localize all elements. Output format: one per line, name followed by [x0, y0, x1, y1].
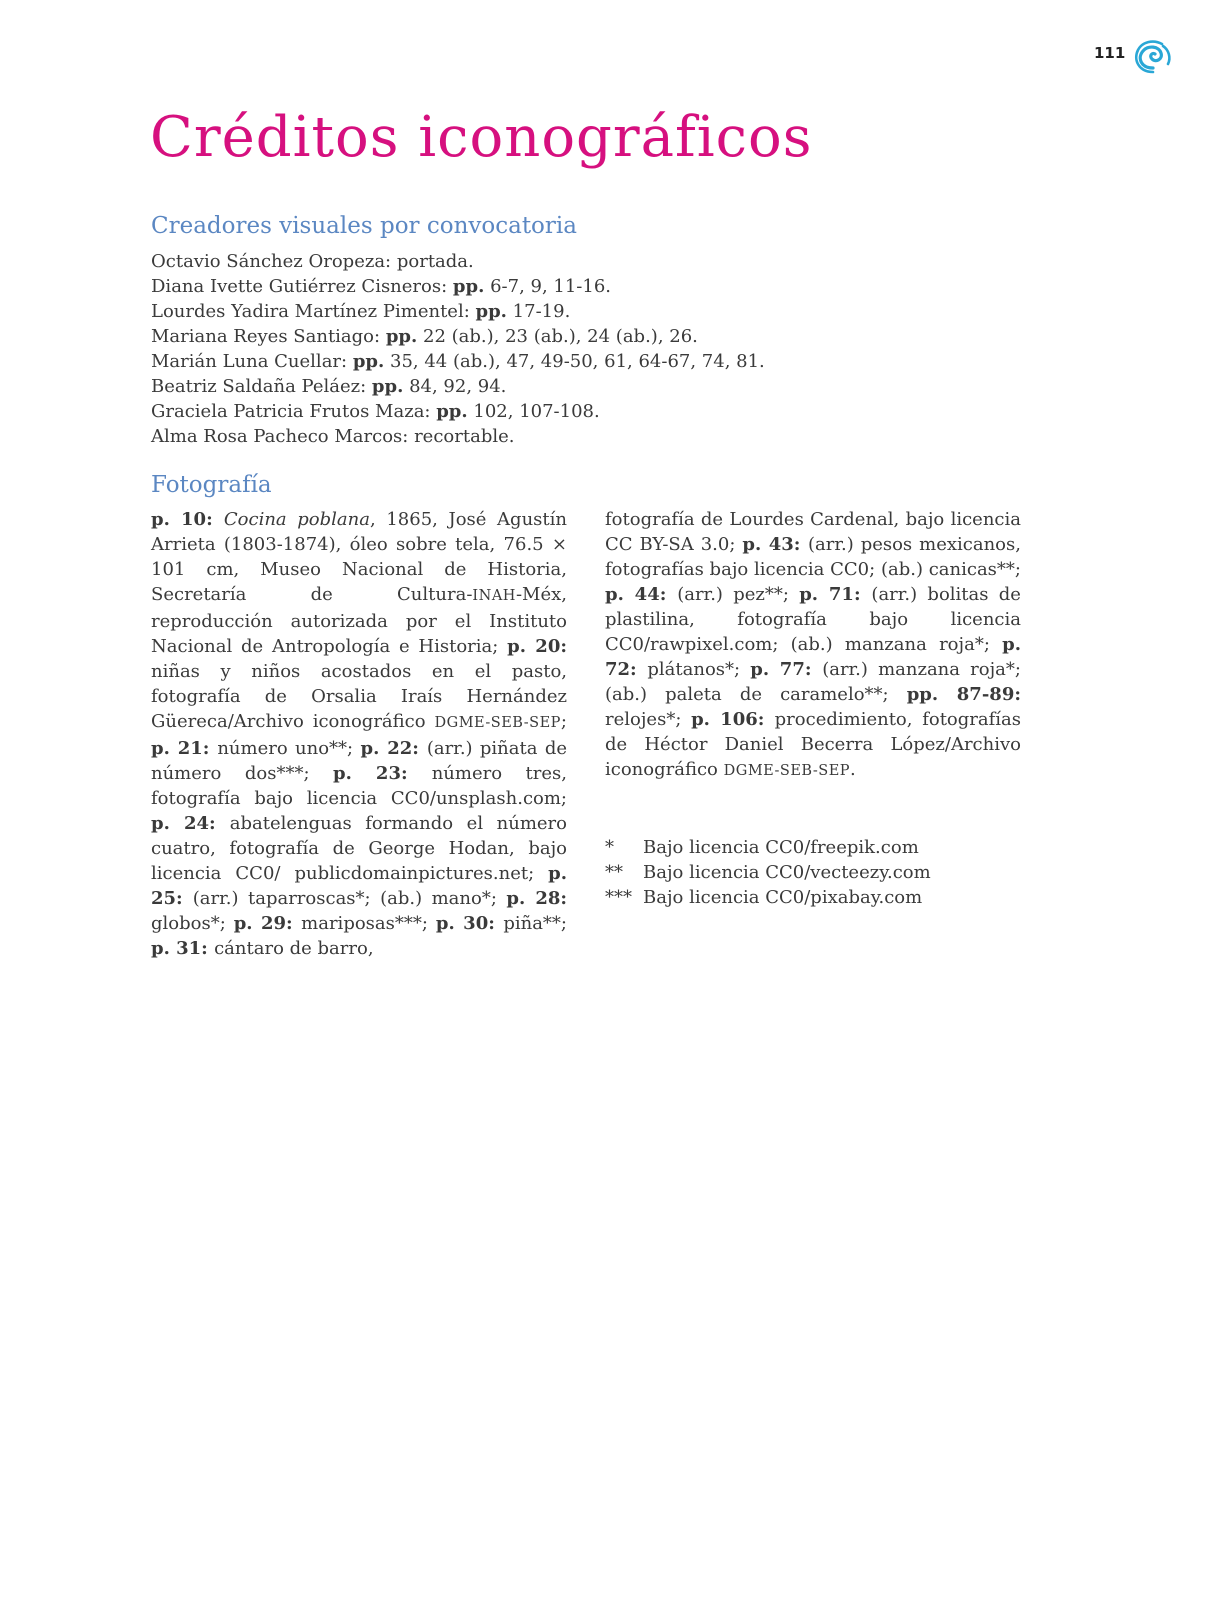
credit-page-ref: p. 22:: [360, 738, 427, 759]
footnote: [605, 835, 931, 860]
credit-text: (arr.) taparroscas*; (ab.) mano*;: [192, 888, 507, 909]
footnote-text: Bajo licencia CC0/freepik.com: [643, 837, 919, 858]
page-title: Créditos iconográficos: [150, 105, 813, 170]
credit-page-ref: p. 24:: [151, 813, 230, 834]
creator-line: [151, 424, 765, 449]
creator-name: Beatriz Saldaña Peláez:: [151, 376, 372, 397]
credit-text: número uno**;: [217, 738, 361, 759]
creator-line: [151, 299, 765, 324]
credit-text: (arr.) manzana roja*; (ab.) paleta de caramelo**;: [605, 659, 1021, 705]
page-numbers: portada.: [396, 251, 474, 272]
footnotes-list: [605, 835, 931, 910]
credit-text: número tres, fotografía bajo licencia CC0/unsplash.com;: [151, 763, 567, 809]
page-label: pp.: [436, 401, 468, 422]
page-numbers: recortable.: [414, 426, 515, 447]
credit-page-ref: p. 29:: [233, 913, 302, 934]
footnote-text: Bajo licencia CC0/pixabay.com: [643, 887, 923, 908]
creator-name: Mariana Reyes Santiago:: [151, 326, 386, 347]
footnote-mark: ***: [605, 887, 632, 908]
credit-text: (arr.) pez**;: [677, 584, 800, 605]
institution-acronym: DGME-SEB-SEP: [723, 763, 851, 779]
credit-page-ref: p. 43:: [742, 534, 808, 555]
creator-name: Octavio Sánchez Oropeza:: [151, 251, 397, 272]
credit-page-ref: p. 77:: [750, 659, 823, 680]
page-label: pp.: [385, 326, 418, 347]
credit-page-ref: pp. 87-89:: [906, 684, 1021, 705]
section-heading-photography: Fotografía: [151, 472, 272, 498]
credit-page-ref: p. 71:: [799, 584, 872, 605]
credit-page-ref: p. 44:: [605, 584, 678, 605]
section-heading-creators: Creadores visuales por convocatoria: [151, 213, 577, 239]
credit-page-ref: p. 30:: [435, 913, 504, 934]
credit-text: relojes*;: [605, 709, 692, 730]
credit-page-ref: p. 28:: [506, 888, 568, 909]
credit-text: ;: [560, 711, 567, 732]
credit-text: .: [850, 759, 856, 780]
credit-page-ref: p. 10:: [151, 509, 224, 530]
creator-name: Lourdes Yadira Martínez Pimentel:: [151, 301, 476, 322]
page-label: pp.: [452, 276, 485, 297]
credit-text: procedimiento, fotografías de Héctor Daniel Becerra López/Archivo iconográfico: [605, 709, 1022, 780]
page-number: 111: [1094, 44, 1126, 62]
page-numbers: 17-19.: [506, 301, 571, 322]
credit-text: globos*;: [151, 913, 234, 934]
credit-page-ref: p. 21:: [151, 738, 218, 759]
footnote-mark: **: [605, 862, 623, 883]
institution-acronym: INAH: [472, 588, 516, 604]
creator-line: [151, 374, 765, 399]
footnote: [605, 885, 931, 910]
credit-text: plátanos*;: [647, 659, 751, 680]
page-numbers: 6-7, 9, 11-16.: [484, 276, 612, 297]
creators-list: [151, 249, 765, 449]
creator-line: [151, 249, 765, 274]
creator-line: [151, 274, 765, 299]
swirl-logo-icon: [1133, 38, 1173, 74]
creator-name: Alma Rosa Pacheco Marcos:: [151, 426, 415, 447]
page-label: pp.: [475, 301, 507, 322]
credit-page-ref: p. 20:: [507, 636, 567, 657]
page-numbers: 84, 92, 94.: [403, 376, 507, 397]
credit-text: -Méx, reproducción autorizada por el Instituto Nacional de Antropología e Historia;: [151, 584, 567, 657]
credit-text: cántaro de barro,: [214, 938, 374, 959]
footnote-text: Bajo licencia CC0/vecteezy.com: [643, 862, 931, 883]
creator-line: [151, 324, 765, 349]
credit-text: piña**;: [503, 913, 567, 934]
institution-acronym: DGME-SEB-SEP: [434, 715, 561, 731]
credit-text: (arr.) pesos mexicanos, fotografías bajo licencia CC0; (ab.) canicas**;: [605, 534, 1021, 580]
credit-text: niñas y niños acostados en el pasto, fotografía de Orsalia Iraís Hernández Güereca/Archivo iconográfico: [151, 661, 567, 732]
credit-text: , 1865, José Agustín Arrieta (1803-1874), óleo sobre tela, 76.5 × 101 cm, Museo Nacional de Historia, Secretaría de Cultura-: [151, 509, 567, 605]
page-label: pp.: [371, 376, 404, 397]
artwork-title: Cocina poblana: [223, 509, 370, 530]
credit-page-ref: p. 72:: [605, 634, 1021, 680]
credit-page-ref: p. 23:: [333, 763, 432, 784]
creator-name: Graciela Patricia Frutos Maza:: [151, 401, 437, 422]
credit-text: mariposas***;: [301, 913, 436, 934]
footnote: [605, 860, 931, 885]
photo-credits-column-1: [151, 507, 567, 961]
footnote-mark: *: [605, 837, 614, 858]
credit-page-ref: p. 31:: [151, 938, 215, 959]
page-numbers: 35, 44 (ab.), 47, 49-50, 61, 64-67, 74, 81.: [384, 351, 765, 372]
creator-line: [151, 399, 765, 424]
credit-text: (arr.) piñata de número dos***;: [151, 738, 567, 784]
creator-line: [151, 349, 765, 374]
page-numbers: 102, 107-108.: [467, 401, 600, 422]
page-label: pp.: [352, 351, 385, 372]
credit-page-ref: p. 106:: [691, 709, 775, 730]
credit-page-ref: p. 25:: [151, 863, 567, 909]
credit-text: fotografía de Lourdes Cardenal, bajo licencia CC BY-SA 3.0;: [605, 509, 1021, 555]
page-numbers: 22 (ab.), 23 (ab.), 24 (ab.), 26.: [417, 326, 698, 347]
credit-text: abatelenguas formando el número cuatro, fotografía de George Hodan, bajo licencia CC0/ publicdomainpictures.net;: [151, 813, 567, 884]
credit-text: (arr.) bolitas de plastilina, fotografía bajo licencia CC0/rawpixel.com; (ab.) manzana roja*;: [605, 584, 1021, 655]
creator-name: Diana Ivette Gutiérrez Cisneros:: [151, 276, 453, 297]
creator-name: Marián Luna Cuellar:: [151, 351, 353, 372]
photo-credits-column-2: [605, 507, 1021, 784]
